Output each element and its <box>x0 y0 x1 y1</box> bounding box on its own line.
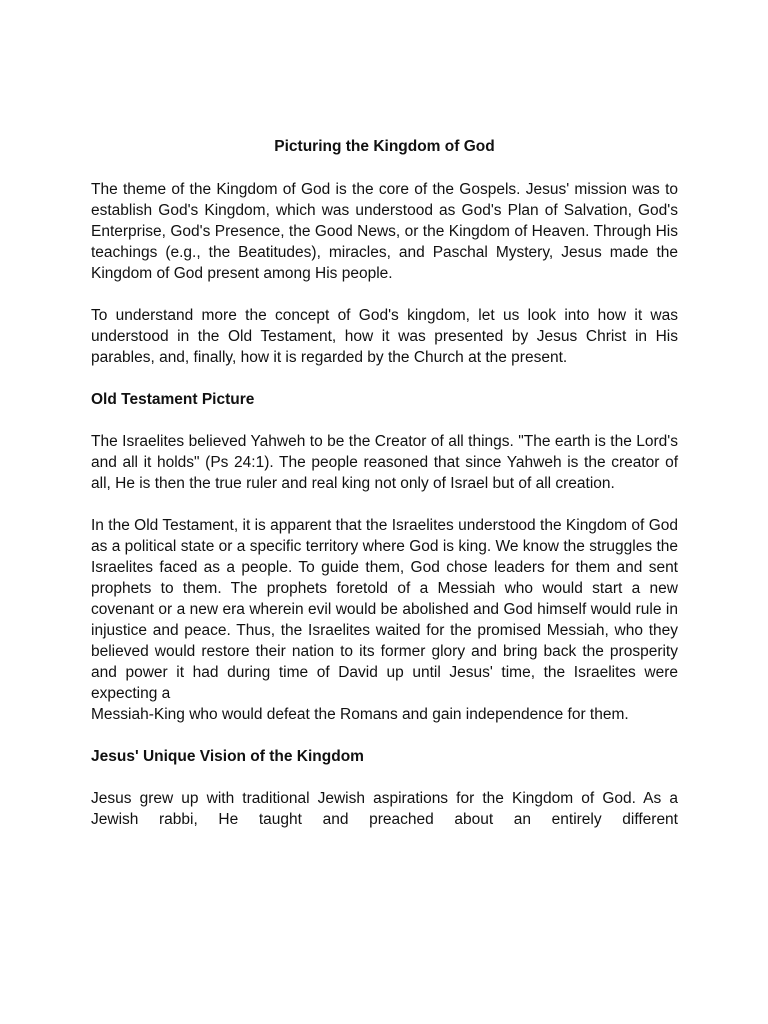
old-testament-heading: Old Testament Picture <box>91 391 255 408</box>
old-testament-paragraph-1: The Israelites believed Yahweh to be the Creator of all things. "The earth is the Lord's and all it holds" (Ps 24:1). The people reasoned that since Yahweh is the creator of all, He is then the true ruler and real king not only of Israel but of all creation. <box>91 433 678 492</box>
old-testament-paragraph-2 <box>91 515 678 725</box>
understand-paragraph: To understand more the concept of God's kingdom, let us look into how it was understood in the Old Testament, how it was presented by Jesus Christ in His parables, and, finally, how it is regarded by the Church at the present. <box>91 307 678 366</box>
document-title: Picturing the Kingdom of God <box>274 138 495 155</box>
intro-paragraph: The theme of the Kingdom of God is the core of the Gospels. Jesus' mission was to establish God's Kingdom, which was understood as God's Plan of Salvation, God's Enterprise, God's Presence, the Good News, or the Kingdom of Heaven. Through His teachings (e.g., the Beatitudes), miracles, and Paschal Mystery, Jesus made the Kingdom of God present among His people. <box>91 181 678 282</box>
jesus-vision-paragraph-1: Jesus grew up with traditional Jewish aspirations for the Kingdom of God. As a Jewish rabbi, He taught and preached about an entirely different <box>91 790 678 828</box>
jesus-vision-heading: Jesus' Unique Vision of the Kingdom <box>91 748 364 765</box>
old-testament-paragraph-2-part-1: In the Old Testament, it is apparent that the Israelites understood the Kingdom of God as a political state or a specific territory where God is king. We know the struggles the Israelites faced as a people. To guide them, God chose leaders for them and sent prophets to them. The prophets foretold of a Messiah who would start a new covenant or a new era wherein evil would be abolished and God himself would rule in injustice and peace. Thus, the Israelites waited for the promised Messiah, who they believed would restore their nation to its former glory and bring back the prosperity and power it had during time of David up until Jesus' time, the Israelites were expecting a <box>91 517 678 702</box>
document-page <box>91 136 678 851</box>
old-testament-paragraph-2-part-2: Messiah-King who would defeat the Romans and gain independence for them. <box>91 706 629 723</box>
